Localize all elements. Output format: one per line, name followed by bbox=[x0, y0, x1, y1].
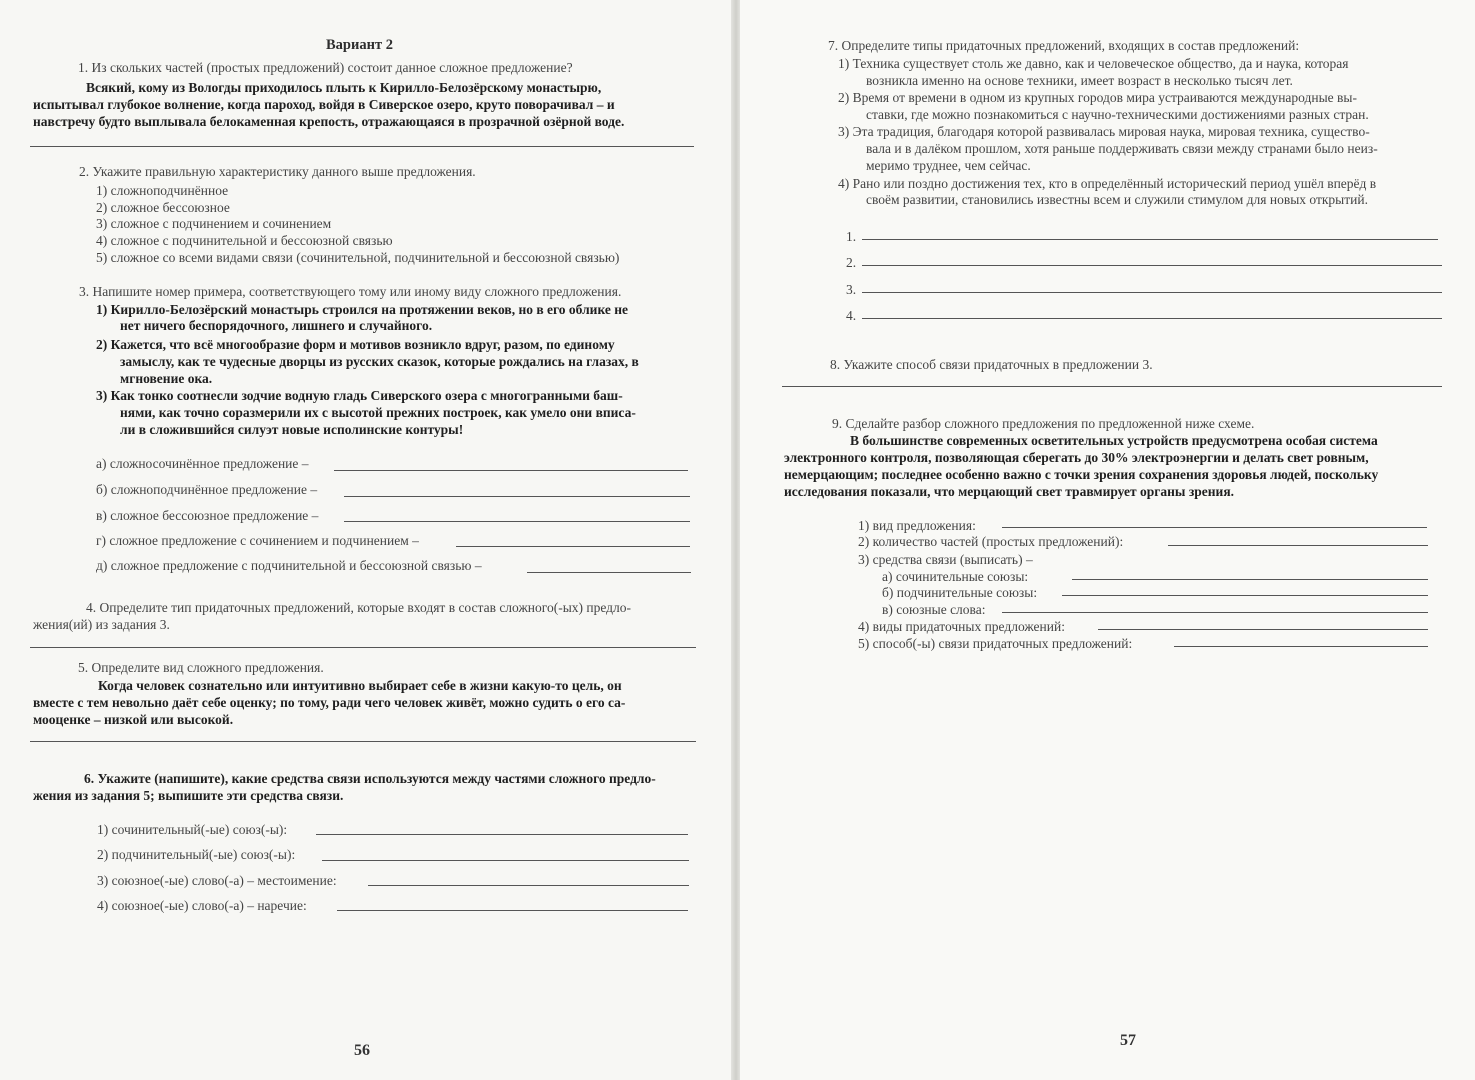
q7-sentence-2: ставки, где можно познакомиться с научно-техническими достижениями разных стран. bbox=[866, 107, 1369, 122]
q3-example-3: ли в сложившийся силуэт новые исполинские контуры! bbox=[120, 422, 464, 437]
q9-answer-line[interactable] bbox=[1062, 595, 1428, 596]
q3-example-2: мгновение ока. bbox=[120, 371, 213, 386]
q9-answer-line[interactable] bbox=[1174, 646, 1428, 647]
q3-answer-label: б) сложноподчинённое предложение – bbox=[96, 482, 318, 497]
q9-text-line: В большинстве современных осветительных устройств предусмотрена особая система bbox=[850, 433, 1378, 448]
q9-scheme-label: б) подчинительные союзы: bbox=[882, 585, 1038, 600]
q3-answer-label: а) сложносочинённое предложение – bbox=[96, 456, 309, 471]
q7-sentence-3: меримо труднее, чем сейчас. bbox=[866, 158, 1031, 173]
q3-prompt: 3. Напишите номер примера, соответствующего тому или иному виду сложного предложения. bbox=[79, 284, 622, 299]
q3-answer-line[interactable] bbox=[344, 496, 690, 497]
q7-sentence-1: возникла именно на основе техники, имеет возраст в несколько тысяч лет. bbox=[866, 73, 1293, 88]
q3-answer-line[interactable] bbox=[344, 521, 690, 522]
q7-answer-line[interactable] bbox=[862, 318, 1442, 319]
q9-scheme-label: а) сочинительные союзы: bbox=[882, 569, 1029, 584]
q3-answer-label: в) сложное бессоюзное предложение – bbox=[96, 508, 319, 523]
q2-option: 1) сложноподчинённое bbox=[96, 183, 229, 198]
q8-prompt: 8. Укажите способ связи придаточных в предложении 3. bbox=[830, 357, 1153, 372]
q3-answer-line[interactable] bbox=[527, 572, 691, 573]
q3-answer-label: г) сложное предложение с сочинением и подчинением – bbox=[96, 533, 419, 548]
q8-answer-line[interactable] bbox=[782, 386, 1442, 387]
q2-prompt: 2. Укажите правильную характеристику данного выше предложения. bbox=[79, 164, 476, 179]
q9-scheme-label: 4) виды придаточных предложений: bbox=[858, 619, 1065, 634]
q9-prompt: 9. Сделайте разбор сложного предложения по предложенной ниже схеме. bbox=[832, 416, 1255, 431]
q6-item-label: 4) союзное(-ые) слово(-а) – наречие: bbox=[97, 898, 307, 913]
q9-answer-line[interactable] bbox=[1002, 527, 1427, 528]
q7-answer-line[interactable] bbox=[862, 265, 1442, 266]
q6-answer-line[interactable] bbox=[316, 834, 688, 835]
q3-answer-label: д) сложное предложение с подчинительной и бессоюзной связью – bbox=[96, 558, 482, 573]
q9-scheme-label: 3) средства связи (выписать) – bbox=[858, 552, 1033, 567]
q6-prompt: 6. Укажите (напишите), какие средства связи используются между частями сложного предло- bbox=[84, 771, 656, 786]
q7-prompt: 7. Определите типы придаточных предложений, входящих в состав предложений: bbox=[828, 38, 1300, 53]
q7-sentence-4: 4) Рано или поздно достижения тех, кто в определённый исторический период ушёл вперёд в bbox=[838, 176, 1377, 191]
q1-text-line: навстречу будто выплывала белокаменная крепость, отражающаяся в прозрачной озёрной воде. bbox=[33, 114, 625, 129]
q6-item-label: 1) сочинительный(-ые) союз(-ы): bbox=[97, 822, 288, 837]
q9-text-line: немерцающим; последнее особенно важно с точки зрения сохранения здоровья людей, поскольку bbox=[784, 467, 1379, 482]
q5-answer-line[interactable] bbox=[30, 741, 696, 742]
page-number: 56 bbox=[354, 1042, 370, 1059]
q9-scheme-label: 2) количество частей (простых предложений): bbox=[858, 534, 1124, 549]
q1-prompt: 1. Из скольких частей (простых предложений) состоит данное сложное предложение? bbox=[78, 60, 573, 75]
q5-text-line: мооценке – низкой или высокой. bbox=[33, 712, 234, 727]
q4-answer-line[interactable] bbox=[30, 647, 696, 648]
q5-text-line: Когда человек сознательно или интуитивно выбирает себе в жизни какую-то цель, он bbox=[98, 678, 622, 693]
q1-text-line: Всякий, кому из Вологды приходилось плыть к Кирилло-Белозёрскому монастырю, bbox=[86, 80, 602, 95]
q7-answer-line[interactable] bbox=[862, 239, 1438, 240]
q7-blank-number: 1. bbox=[846, 229, 857, 244]
q9-answer-line[interactable] bbox=[1168, 545, 1428, 546]
q7-blank-number: 2. bbox=[846, 255, 857, 270]
q3-example-3: нями, как точно соразмерили их с высотой прежних построек, как умело они вписа- bbox=[120, 405, 636, 420]
q9-scheme-label: 5) способ(-ы) связи придаточных предложений: bbox=[858, 636, 1133, 651]
q7-blank-number: 3. bbox=[846, 282, 857, 297]
q7-sentence-2: 2) Время от времени в одном из крупных городов мира устраиваются международные вы- bbox=[838, 90, 1357, 105]
q9-answer-line[interactable] bbox=[1098, 629, 1428, 630]
q2-option: 4) сложное с подчинительной и бессоюзной связью bbox=[96, 233, 393, 248]
q7-sentence-4: своём развитии, становились известны всем и служили стимулом для новых открытий. bbox=[866, 192, 1368, 207]
q6-answer-line[interactable] bbox=[322, 860, 689, 861]
q1-answer-line[interactable] bbox=[30, 146, 694, 147]
q9-scheme-label: 1) вид предложения: bbox=[858, 518, 976, 533]
q2-option: 2) сложное бессоюзное bbox=[96, 200, 230, 215]
q3-example-3: 3) Как тонко соотнесли зодчие водную гладь Сиверского озера с многогранными баш- bbox=[96, 388, 623, 403]
q6-prompt: жения из задания 5; выпишите эти средства связи. bbox=[33, 788, 344, 803]
q6-answer-line[interactable] bbox=[368, 885, 689, 886]
q4-prompt: 4. Определите тип придаточных предложений, которые входят в состав сложного(-ых) предло- bbox=[86, 600, 632, 615]
page-number: 57 bbox=[1120, 1032, 1136, 1049]
q7-sentence-3: 3) Эта традиция, благодаря которой развивалась мировая наука, мировая техника, существо- bbox=[838, 124, 1370, 139]
q6-item-label: 3) союзное(-ые) слово(-а) – местоимение: bbox=[97, 873, 337, 888]
q2-option: 5) сложное со всеми видами связи (сочинительной, подчинительной и бессоюзной связью) bbox=[96, 250, 620, 265]
q9-text-line: электронного контроля, позволяющая сберегать до 30% электроэнергии и делать свет ровным, bbox=[784, 450, 1369, 465]
q7-sentence-1: 1) Техника существует столь же давно, как и человеческое общество, да и наука, которая bbox=[838, 56, 1349, 71]
q6-item-label: 2) подчинительный(-ые) союз(-ы): bbox=[97, 847, 296, 862]
page-57 bbox=[740, 0, 1475, 1080]
q7-blank-number: 4. bbox=[846, 308, 857, 323]
q7-answer-line[interactable] bbox=[862, 292, 1442, 293]
q3-answer-line[interactable] bbox=[334, 470, 688, 471]
q3-example-2: 2) Кажется, что всё многообразие форм и мотивов возникло вдруг, разом, по единому bbox=[96, 337, 615, 352]
variant-title: Вариант 2 bbox=[326, 37, 393, 53]
q3-example-2: замыслу, как те чудесные дворцы из русских сказок, которые рождались на глазах, в bbox=[120, 354, 639, 369]
q9-scheme-label: в) союзные слова: bbox=[882, 602, 986, 617]
q9-answer-line[interactable] bbox=[1002, 612, 1428, 613]
q1-text-line: испытывал глубокое волнение, когда пароход, войдя в Сиверское озеро, круто поворачивал – и bbox=[33, 97, 615, 112]
q9-answer-line[interactable] bbox=[1072, 579, 1428, 580]
page-56 bbox=[0, 0, 733, 1080]
q9-text-line: исследования показали, что мерцающий свет травмирует органы зрения. bbox=[784, 484, 1235, 499]
q5-text-line: вместе с тем невольно даёт себе оценку; по тому, ради чего человек живёт, можно судить о его са- bbox=[33, 695, 626, 710]
q7-sentence-3: вала и в далёком прошлом, хотя раньше поддерживать связи между странами было неиз- bbox=[866, 141, 1378, 156]
q5-prompt: 5. Определите вид сложного предложения. bbox=[78, 660, 324, 675]
q2-option: 3) сложное с подчинением и сочинением bbox=[96, 216, 332, 231]
q4-prompt: жения(ий) из задания 3. bbox=[33, 617, 170, 632]
q6-answer-line[interactable] bbox=[337, 910, 688, 911]
q3-example-1: 1) Кирилло-Белозёрский монастырь строился на протяжении веков, но в его облике не bbox=[96, 302, 629, 317]
q3-answer-line[interactable] bbox=[456, 546, 690, 547]
q3-example-1: нет ничего беспорядочного, лишнего и случайного. bbox=[120, 318, 433, 333]
